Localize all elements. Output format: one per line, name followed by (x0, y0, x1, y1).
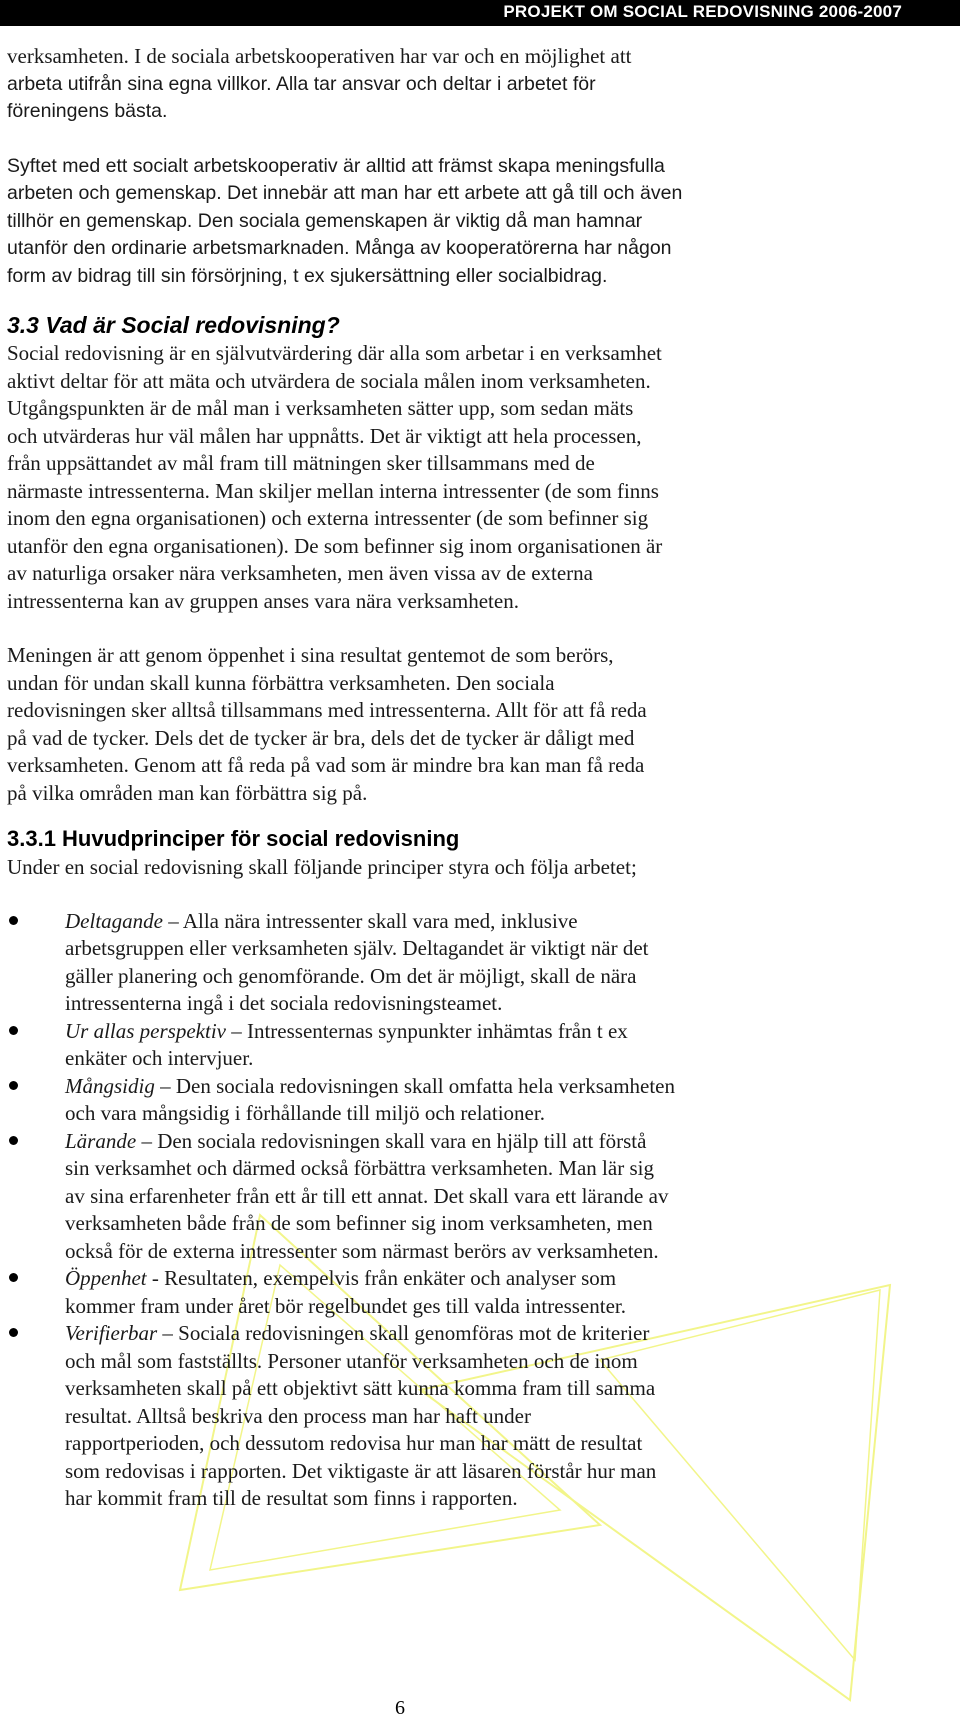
text-line: tillhör en gemenskap. Den sociala gemenskapen är viktig då man hamnar (7, 209, 643, 232)
bullet-icon (9, 1273, 18, 1282)
principle-term: Ur allas perspektiv (65, 1018, 226, 1043)
text-line: kommer fram under året bör regelbundet ges till valda intressenter. (65, 1293, 626, 1318)
text-line: utanför den egna organisationen). De som befinner sig inom organisationen är (7, 533, 663, 558)
text-line: arbeten och gemenskap. Det innebär att man har ett arbete att gå till och även (7, 182, 683, 204)
bullet-icon (9, 1328, 18, 1337)
bullet-icon (9, 1081, 18, 1090)
text-line: och mål som fastställts. Personer utanför verksamheten och de inom (65, 1348, 638, 1373)
text-line: Social redovisning är en självutvärdering där alla som arbetar i en verksamhet (7, 341, 662, 365)
text-line: rapportperioden, och dessutom redovisa hur man har mätt de resultat (65, 1431, 643, 1455)
text-line: arbeta utifrån sina egna villkor. Alla tar ansvar och deltar i arbetet för (7, 72, 596, 95)
text-line: från uppsättandet av mål fram till mätningen sker tillsammans med de (7, 451, 595, 475)
purpose-paragraph (7, 153, 837, 291)
text-line: undan för undan skall kunna förbättra verksamheten. Den sociala (7, 670, 555, 695)
text-line: intressenterna ingå i det sociala redovisningsteamet. (65, 991, 503, 1015)
principles-intro (7, 854, 837, 882)
bullet-icon (9, 1026, 18, 1035)
text-line: på vilka områden man kan förbättra sig på. (7, 780, 368, 805)
principle-text: – Intressenternas synpunkter inhämtas från t ex (225, 1018, 628, 1043)
list-item (7, 1018, 837, 1073)
text-line: enkäter och intervjuer. (65, 1046, 254, 1070)
text-line: och utvärderas hur väl målen har uppnåtts. Det är viktigt att hela processen, (7, 423, 642, 448)
text-line: arbetsgruppen eller verksamheten själv. Deltagandet är viktigt när det (65, 936, 649, 960)
text-line: verksamheten skall på ett objektivt sätt kunna komma fram till samma (65, 1376, 656, 1400)
running-header (0, 0, 960, 26)
social-accounting-paragraph (7, 340, 837, 615)
text-line: har kommit fram till de resultat som finns i rapporten. (65, 1486, 518, 1510)
text-line: redovisningen sker alltså tillsammans med intressenterna. Allt för att få reda (7, 698, 647, 722)
principle-text: – Alla nära intressenter skall vara med, inklusive (162, 908, 578, 933)
list-item (7, 1073, 837, 1128)
principle-text: – Den sociala redovisningen skall vara en hjälp till att förstå (136, 1128, 647, 1153)
section-heading-3-3-1: 3.3.1 Huvudprinciper för social redovisning (7, 826, 460, 851)
text-line: aktivt deltar för att mäta och utvärdera de sociala målen inom verksamheten. (7, 368, 651, 393)
text-line: intressenterna kan av gruppen anses vara nära verksamheten. (7, 588, 519, 613)
principle-term: Lärande (65, 1128, 137, 1153)
intro-paragraph (7, 43, 837, 126)
text-line: Meningen är att genom öppenhet i sina resultat gentemot de som berörs, (7, 643, 614, 667)
text-line: som redovisas i rapporten. Det viktigaste är att läsaren förstår hur man (65, 1458, 657, 1483)
header-title: PROJEKT OM SOCIAL REDOVISNING 2006-2007 (503, 2, 902, 21)
bullet-icon (9, 1136, 18, 1145)
text-line: utanför den ordinarie arbetsmarknaden. Många av kooperatörerna har någon (7, 237, 672, 259)
bullet-icon (9, 916, 18, 925)
text-line: närmaste intressenterna. Man skiljer mellan interna intressenter (de som finns (7, 478, 659, 503)
page-number: 6 (395, 1697, 405, 1719)
text-line: och vara mångsidig i förhållande till miljö och relationer. (65, 1101, 545, 1125)
principle-term: Öppenhet (65, 1266, 147, 1290)
principle-text: – Sociala redovisningen skall genomföras mot de kriterier (157, 1321, 650, 1345)
list-item (7, 1320, 837, 1513)
text-line: Syftet med ett socialt arbetskooperativ är alltid att främst skapa meningsfulla (7, 154, 665, 177)
text-line: Under en social redovisning skall följande principer styra och följa arbetet; (7, 855, 637, 879)
text-line: också för de externa intressenter som närmast berörs av verksamheten. (65, 1238, 659, 1263)
text-line: Utgångspunkten är de mål man i verksamheten sätter upp, som sedan mäts (7, 396, 634, 420)
text-line: verksamheten både från de som befinner sig inom verksamheten, men (65, 1211, 653, 1235)
openness-paragraph (7, 642, 837, 807)
text-line: form av bidrag till sin försörjning, t ex sjukersättning eller socialbidrag. (7, 264, 608, 287)
section-heading-3-3: 3.3 Vad är Social redovisning? (7, 312, 340, 338)
list-item (7, 908, 837, 1018)
list-item (7, 1265, 837, 1320)
text-line: resultat. Alltså beskriva den process man har haft under (65, 1403, 531, 1428)
text-line: föreningens bästa. (7, 100, 168, 122)
text-line: på vad de tycker. Dels det de tycker är bra, dels det de tycker är dåligt med (7, 725, 635, 750)
list-item (7, 1128, 837, 1266)
document-body (7, 43, 837, 1513)
principle-term: Verifierbar (65, 1321, 158, 1345)
text-line: verksamheten. Genom att få reda på vad som är mindre bra kan man få reda (7, 753, 645, 777)
text-line: av naturliga orsaker nära verksamheten, men även vissa av de externa (7, 561, 593, 585)
text-line: verksamheten. I de sociala arbetskooperativen har var och en möjlighet att (7, 44, 632, 68)
text-line: sin verksamhet och därmed också förbättra verksamheten. Man lär sig (65, 1156, 654, 1180)
principle-text: - Resultaten, exempelvis från enkäter och analyser som (146, 1266, 617, 1290)
principle-text: – Den sociala redovisningen skall omfatta hela verksamheten (154, 1073, 676, 1098)
principles-list (7, 908, 837, 1513)
principle-term: Deltagande (65, 908, 163, 933)
text-line: inom den egna organisationen) och externa intressenter (de som befinner sig (7, 506, 649, 530)
text-line: av sina erfarenheter från ett år till ett annat. Det skall vara ett lärande av (65, 1183, 669, 1208)
principle-term: Mångsidig (65, 1073, 155, 1098)
text-line: gäller planering och genomförande. Om det är möjligt, skall de nära (65, 963, 637, 988)
